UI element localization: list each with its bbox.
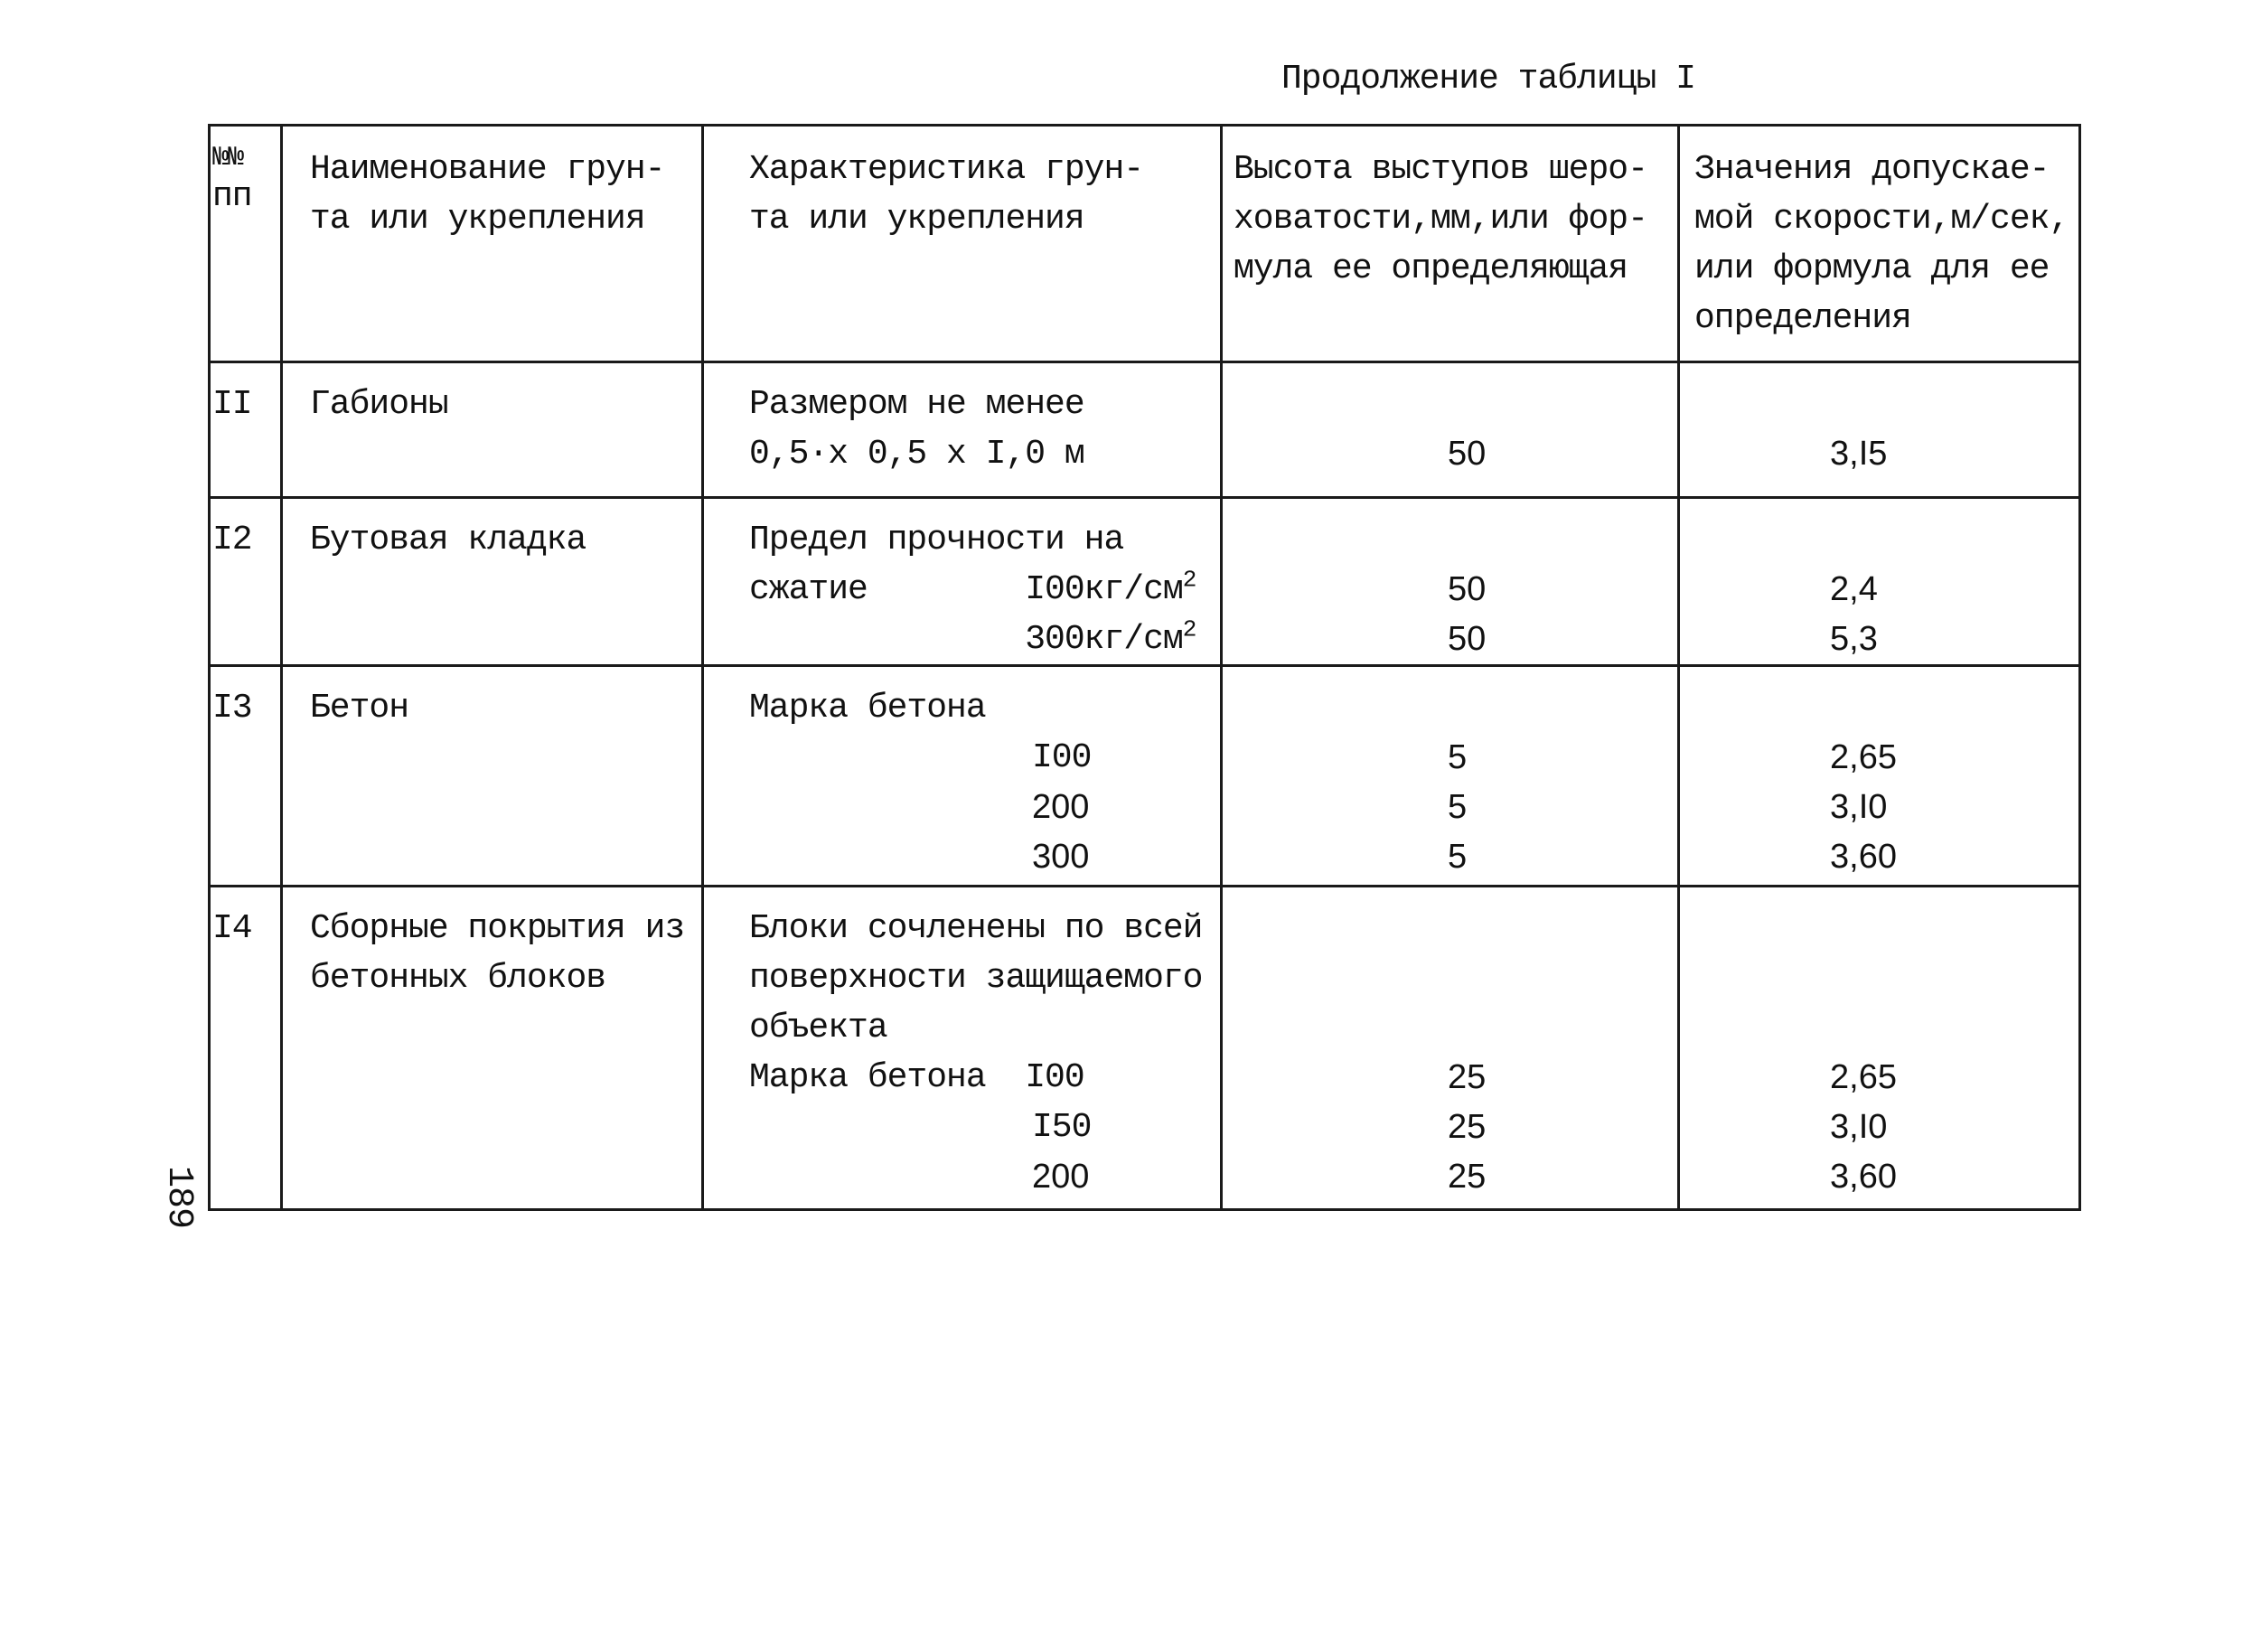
header-rough-line: Высота выступов шеро- <box>1234 150 1647 189</box>
superscript: 2 <box>1182 566 1196 594</box>
row-velocity <box>1679 362 2080 498</box>
row-number: I4 <box>210 887 282 1210</box>
row-char-line: 200 <box>1032 1158 1090 1196</box>
row-velocity-value: 3,I5 <box>1830 435 1888 473</box>
row-velocity-value: 3,60 <box>1830 1158 1897 1196</box>
row-velocity <box>1679 498 2080 666</box>
row-gap <box>1694 683 2078 733</box>
row-characteristic <box>703 666 1222 887</box>
row-char-text: 300кг/см <box>749 620 1183 659</box>
row-roughness <box>1222 887 1679 1210</box>
header-no-line: пп <box>212 177 252 216</box>
header-rough-line: ховатости,мм,или фор- <box>1234 200 1647 239</box>
row-velocity-value: 3,I0 <box>1830 788 1888 826</box>
header-vel-line: Значения допускае- <box>1694 150 2050 189</box>
row-gap <box>1694 515 2078 565</box>
row-velocity-value: 2,65 <box>1830 738 1897 776</box>
row-name-line: бетонных блоков <box>310 959 606 998</box>
row-gap <box>1694 953 2078 1003</box>
row-number: I3 <box>210 666 282 887</box>
table-row <box>210 666 2080 887</box>
row-height-value: 25 <box>1448 1158 1487 1196</box>
row-characteristic <box>703 498 1222 666</box>
row-char-line: Марка бетона <box>749 689 986 727</box>
row-height-value: 5 <box>1448 838 1468 876</box>
row-velocity <box>1679 887 2080 1210</box>
row-name-line: Сборные покрытия из <box>310 909 685 948</box>
row-height-value: 25 <box>1448 1058 1487 1096</box>
row-char-line: Марка бетона I00 <box>749 1058 1084 1097</box>
row-gap <box>1234 380 1677 429</box>
row-name <box>282 887 703 1210</box>
row-char-line: I50 <box>1032 1108 1092 1147</box>
row-height-value: 50 <box>1448 620 1487 658</box>
row-roughness <box>1222 498 1679 666</box>
row-gap <box>1694 904 2078 953</box>
header-roughness <box>1222 126 1679 362</box>
header-vel-line: определения <box>1694 299 1911 338</box>
row-gap <box>1694 1003 2078 1053</box>
row-name-line: Габионы <box>310 385 448 424</box>
row-height-value: 25 <box>1448 1108 1487 1146</box>
header-name-line: та или укрепления <box>310 200 645 239</box>
row-char-line: 0,5·х 0,5 х I,0 м <box>749 435 1084 474</box>
row-gap <box>1234 683 1677 733</box>
header-name <box>282 126 703 362</box>
row-gap <box>1234 515 1677 565</box>
row-number: I2 <box>210 498 282 666</box>
header-vel-line: мой скорости,м/сек, <box>1694 200 2069 239</box>
row-char-text: сжатие I00кг/см <box>749 570 1183 609</box>
page-number: 189 <box>158 1166 199 1229</box>
row-char-line: объекта <box>749 1009 887 1047</box>
row-gap <box>1694 380 2078 429</box>
row-gap <box>1234 953 1677 1003</box>
row-velocity-value: 2,4 <box>1830 570 1878 608</box>
row-velocity-value: 3,60 <box>1830 838 1897 876</box>
row-roughness <box>1222 666 1679 887</box>
row-height-value: 50 <box>1448 570 1487 608</box>
header-characteristic <box>703 126 1222 362</box>
table-row <box>210 362 2080 498</box>
row-char-line: 300 <box>1032 838 1090 876</box>
row-name <box>282 362 703 498</box>
header-name-line: Наименование грун- <box>310 150 665 189</box>
row-gap <box>1234 1003 1677 1053</box>
table-caption: Продолжение таблицы I <box>1281 60 1695 99</box>
table-row <box>210 498 2080 666</box>
row-height-value: 5 <box>1448 738 1468 776</box>
header-rough-line: мула ее определяющая <box>1234 249 1628 288</box>
row-name <box>282 498 703 666</box>
row-char-line: Предел прочности на <box>749 521 1124 559</box>
row-char-line: поверхности защищаемого <box>749 959 1203 998</box>
header-no-line: №№ <box>212 143 244 174</box>
row-velocity <box>1679 666 2080 887</box>
row-height-value: 5 <box>1448 788 1468 826</box>
header-vel-line: или формула для ее <box>1694 249 2050 288</box>
row-roughness <box>1222 362 1679 498</box>
row-number: II <box>210 362 282 498</box>
row-height-value: 50 <box>1448 435 1487 473</box>
header-velocity <box>1679 126 2080 362</box>
superscript: 2 <box>1182 615 1196 643</box>
row-name <box>282 666 703 887</box>
row-velocity-value: 5,3 <box>1830 620 1878 658</box>
row-char-line <box>749 615 1220 664</box>
row-characteristic <box>703 887 1222 1210</box>
row-char-line: Блоки сочленены по всей <box>749 909 1203 948</box>
row-name-line: Бетон <box>310 689 409 727</box>
row-char-line: 200 <box>1032 788 1090 826</box>
header-char-line: та или укрепления <box>749 200 1084 239</box>
row-characteristic <box>703 362 1222 498</box>
header-no <box>210 126 282 362</box>
row-gap <box>1234 904 1677 953</box>
row-velocity-value: 3,I0 <box>1830 1108 1888 1146</box>
row-name-line: Бутовая кладка <box>310 521 586 559</box>
row-char-line <box>749 565 1220 615</box>
soil-table <box>208 124 2081 1211</box>
table-header-row <box>210 126 2080 362</box>
row-velocity-value: 2,65 <box>1830 1058 1897 1096</box>
table-row <box>210 887 2080 1210</box>
row-char-line: I00 <box>1032 738 1092 777</box>
header-char-line: Характеристика грун- <box>749 150 1144 189</box>
row-char-line: Размером не менее <box>749 385 1084 424</box>
